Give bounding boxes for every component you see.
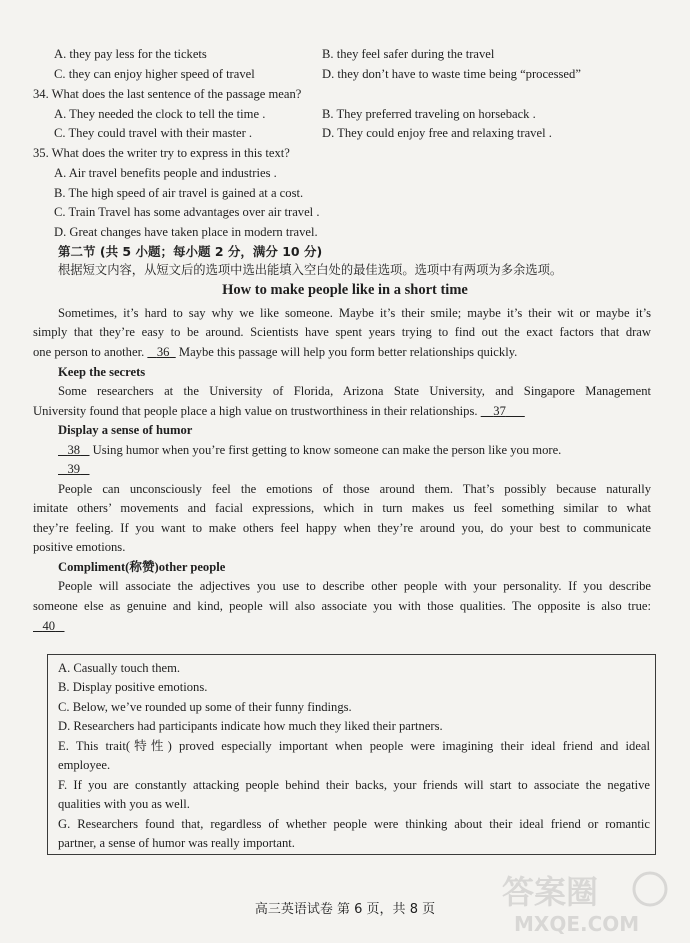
q34-stem: 34. What does the last sentence of the passage mean? (33, 87, 302, 101)
passage-blank39-line (58, 461, 90, 478)
page-footer: 高三英语试卷 第 6 页，共 8 页 (254, 902, 436, 917)
passage-p1-line1: Sometimes, it’s hard to say why we like someone. Maybe it’s their smile; maybe it’s their wit or maybe it’s (58, 306, 651, 320)
passage-p5-line2: someone else as genuine and kind, people will also associate you with those qualities. The opposite is also true: (33, 599, 651, 613)
q34-option-d: D. They could enjoy free and relaxing travel . (322, 126, 552, 140)
q34-option-a: A. They needed the clock to tell the time . (54, 107, 266, 121)
blank-38 (58, 443, 90, 457)
blank-37-number: 37 (493, 404, 506, 418)
passage-p2-line2-text: University found that people place a high value on trustworthiness in their relationships. (33, 404, 478, 418)
passage-p3-line1-text: Using humor when you’re first getting to know someone can make the person like you more. (92, 443, 562, 457)
blank-39 (58, 462, 90, 476)
q35-option-d: D. Great changes have taken place in modern travel. (54, 225, 318, 239)
section-instruction: 根据短文内容，从短文后的选项中选出能填入空白处的最佳选项。选项中有两项为多余选项。 (58, 263, 563, 277)
blank-37 (481, 404, 525, 418)
passage-p4-line3: they’re feeling. If you want to make others feel happy when they’re around you, do your best to communicate (33, 521, 651, 535)
q33-option-a: A. they pay less for the tickets (54, 47, 207, 61)
section-heading: 第二节 (共 5 小题；每小题 2 分，满分 10 分) (58, 244, 323, 259)
passage-p4-line1: People can unconsciously feel the emotions of those around them. That’s possibly because naturally (58, 482, 651, 496)
q34-option-c: C. They could travel with their master . (54, 126, 253, 140)
option-e-line2: employee. (58, 758, 111, 772)
q33-option-c: C. they can enjoy higher speed of travel (54, 67, 255, 81)
q34-option-b: B. They preferred traveling on horseback . (322, 107, 536, 121)
blank-36-number: 36 (156, 345, 170, 359)
passage-p2-line1: Some researchers at the University of Florida, Arizona State University, and Singapore Management (58, 384, 651, 398)
option-c: C. Below, we’ve rounded up some of their funny findings. (58, 700, 352, 714)
passage-p1-line3-text-b: Maybe this passage will help you form better relationships quickly. (178, 345, 518, 359)
q33-option-b: B. they feel safer during the travel (322, 47, 495, 61)
passage-title: How to make people like in a short time (222, 282, 468, 298)
option-g-line2: partner, a sense of humor was really important. (58, 836, 295, 850)
passage-p1-line3-text: one person to another. (33, 345, 145, 359)
q35-option-b: B. The high speed of air travel is gained at a cost. (54, 186, 304, 200)
passage-p4-line4: positive emotions. (33, 540, 126, 554)
option-f-line2: qualities with you as well. (58, 797, 190, 811)
heading-sense-of-humor: Display a sense of humor (58, 423, 193, 437)
option-f-line1: F. If you are constantly attacking people behind their backs, your friends will start to associate the negative (58, 778, 650, 792)
q33-option-d: D. they don’t have to waste time being “processed” (322, 67, 581, 81)
blank-40-number: 40 (42, 619, 56, 633)
passage-blank40-line (33, 618, 65, 635)
blank-40 (33, 619, 65, 633)
heading-compliment: Compliment(称赞)other people (58, 560, 226, 574)
option-a: A. Casually touch them. (58, 661, 181, 675)
watermark-logo (500, 867, 670, 935)
option-g-line1: G. Researchers found that, regardless of whether people were thinking about their ideal friend or romantic (58, 817, 650, 831)
option-d: D. Researchers had participants indicate how much they liked their partners. (58, 719, 443, 733)
option-e-line1: E. This trait(特性) proved especially important when people were imagining their ideal friend and ideal (58, 739, 650, 753)
passage-p1-line3 (33, 344, 517, 361)
passage-p3-line1 (58, 442, 561, 459)
passage-p4-line2: imitate others’ movements and facial expressions, which in turn makes us feel something similar to what (33, 501, 651, 515)
heading-keep-secrets: Keep the secrets (58, 365, 146, 379)
passage-p2-line2 (33, 403, 525, 420)
option-b: B. Display positive emotions. (58, 680, 208, 694)
blank-39-number: 39 (67, 462, 81, 476)
q35-option-c: C. Train Travel has some advantages over air travel . (54, 205, 320, 219)
q35-stem: 35. What does the writer try to express in this text? (33, 146, 290, 160)
q35-option-a: A. Air travel benefits people and industries . (54, 166, 277, 180)
watermark-text: 答案圈 (502, 873, 599, 911)
passage-p1-line2: simply that they’re easy to be around. Scientists have spent years trying to find out the exact factors that draw (33, 325, 651, 339)
blank-38-number: 38 (67, 443, 81, 457)
passage-p5-line1: People will associate the adjectives you use to describe other people with your personality. If you describe (58, 579, 651, 593)
blank-36 (147, 345, 175, 359)
watermark-url: MXQE.COM (514, 912, 640, 935)
